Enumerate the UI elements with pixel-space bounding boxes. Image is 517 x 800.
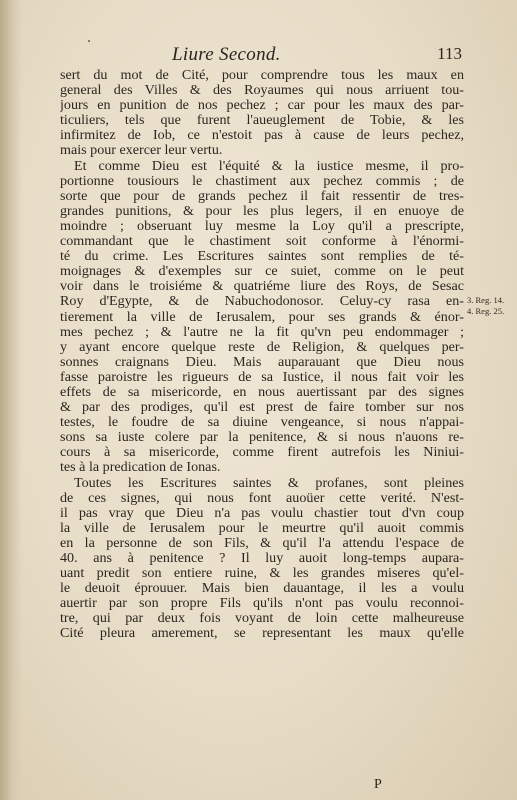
text-line: commandant que le chastiment soit conforme à l'énormi- xyxy=(60,234,464,250)
text-line: Roy d'Egypte, & de Nabuchodonosor. Celuy-cy rasa en- xyxy=(60,294,464,310)
text-line: uant predit son entiere ruine, & les grandes miseres qu'el- xyxy=(60,566,464,582)
signature-mark: P xyxy=(374,777,382,792)
text-line: en la personne de son Fils, & qu'il l'a attendu l'espace de xyxy=(60,535,464,551)
paper-speck xyxy=(88,40,90,42)
text-line: portionne tousiours le chastiment aux pechez commis ; de xyxy=(60,173,464,189)
text-line: moignages & d'exemples sur ce suiet, comme on le peut xyxy=(60,264,464,280)
text-line: mais pour exercer leur vertu. xyxy=(60,143,223,159)
text-line: general des Villes & des Royaumes qui nous arriuent tou- xyxy=(60,83,464,99)
body-text xyxy=(60,68,464,642)
running-head-title: Liure Second. xyxy=(172,44,281,65)
text-line: y ayant encore quelque reste de Religion, & quelques per- xyxy=(60,339,464,355)
text-line: il pas vray que Dieu n'a pas voulu chastier tout d'vn coup xyxy=(60,505,464,521)
page-number: 113 xyxy=(437,44,462,63)
text-line: cours à sa misericorde, comme firent autrefois les Niniui- xyxy=(60,445,464,461)
text-line: jours en punition de nos pechez ; car pour les maux des par- xyxy=(60,98,464,114)
running-head xyxy=(62,44,462,68)
text-line: effets de sa misericorde, en nous auertissant par des signes xyxy=(60,384,464,400)
text-line: & par des prodiges, qu'il est prest de faire tomber sur nos xyxy=(60,400,464,416)
text-line: fasse paroistre les rigueurs de sa Iustice, il nous fait voir les xyxy=(60,369,464,385)
text-line: sons sa iuste colere par la penitence, & si nous n'auons re- xyxy=(60,430,464,446)
text-line: Toutes les Escritures saintes & profanes, sont pleines xyxy=(74,475,464,491)
text-line: mes pechez ; & l'autre ne la fit qu'vn peu endommager ; xyxy=(60,324,464,340)
margin-note: 3. Reg. 14. xyxy=(467,295,505,305)
text-line: Et comme Dieu est l'équité & la iustice mesme, il pro- xyxy=(74,158,464,174)
text-line: ticuliers, tels que furent l'aueuglement de Tobie, & les xyxy=(60,113,464,129)
text-line: le deuoit éprouuer. Mais bien dauantage, il les a voulu xyxy=(60,581,464,597)
text-line: tre, qui par deux fois voyant de loin cette malheureuse xyxy=(60,611,464,627)
text-line: sonnes craignans Dieu. Mais auparauant que Dieu nous xyxy=(60,354,464,370)
text-line: Cité pleura amerement, se representant les maux qu'elle xyxy=(60,626,464,642)
text-line: sert du mot de Cité, pour comprendre tous les maux en xyxy=(60,68,464,83)
text-line: la ville de Ierusalem pour le meurtre qu'il auoit commis xyxy=(60,520,464,536)
text-line: moindre ; obseruant luy mesme la Loy qu'il a prescripte, xyxy=(60,218,464,234)
margin-note: 4. Reg. 25. xyxy=(467,306,505,316)
text-line: tierement la ville de Ierusalem, pour ses grands & énor- xyxy=(60,309,464,325)
page-gutter-shadow xyxy=(0,0,22,800)
margin-notes xyxy=(467,295,513,317)
text-line: tes à la predication de Ionas. xyxy=(60,460,221,476)
text-line: auertir par son propre Fils qu'ils n'ont pas voulu reconnoi- xyxy=(60,596,464,612)
text-line: testes, le foudre de sa diuine vengeance, si nous n'appai- xyxy=(60,415,464,431)
text-line: té du crime. Les Escritures saintes sont remplies de té- xyxy=(60,249,464,265)
text-line: de ces signes, qui nous font auoüer cette verité. N'est- xyxy=(60,490,464,506)
text-line: grandes punitions, & pour les plus legers, il en enuoye de xyxy=(60,203,464,219)
text-line: voir dans le troisiéme & quatriéme liure des Roys, de Sesac xyxy=(60,279,464,295)
text-line: 40. ans à penitence ? Il luy auoit long-temps aupara- xyxy=(60,551,464,566)
text-line: infirmitez de Iob, ce n'estoit pas à cause de leurs pechez, xyxy=(60,128,464,144)
text-line: sorte que pour de grands pechez il fait ressentir de tres- xyxy=(60,188,464,204)
